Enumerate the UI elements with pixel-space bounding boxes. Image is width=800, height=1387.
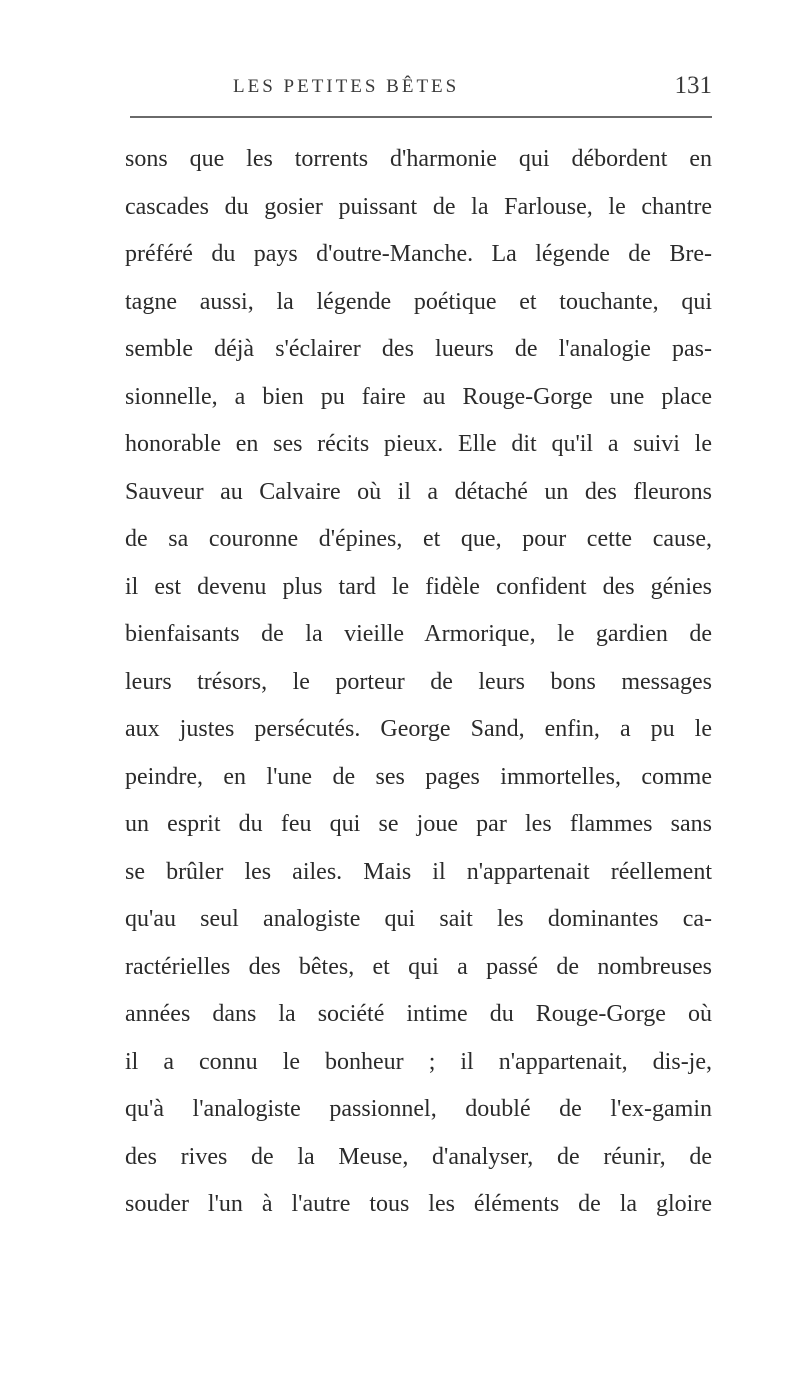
page-number: 131 [674, 72, 712, 99]
header-rule [130, 116, 712, 118]
body-text [125, 136, 712, 1229]
text-line: souder l'un à l'autre tous les éléments de la gloire [125, 1191, 712, 1217]
text-line: sionnelle, a bien pu faire au Rouge-Gorge une place [125, 383, 712, 410]
text-line: préféré du pays d'outre-Manche. La légende de Bre- [125, 241, 712, 267]
text-line: sons que les torrents d'harmonie qui débordent en [125, 146, 712, 172]
text-line: tagne aussi, la légende poétique et touchante, qui [125, 288, 712, 315]
text-line: aux justes persécutés. George Sand, enfin, a pu le [125, 716, 712, 742]
text-line: peindre, en l'une de ses pages immortelles, comme [125, 763, 712, 790]
text-line: bienfaisants de la vieille Armorique, le gardien de [125, 621, 712, 647]
text-line: qu'à l'analogiste passionnel, doublé de l'ex-gamin [125, 1096, 712, 1122]
text-line: il a connu le bonheur ; il n'appartenait, dis-je, [125, 1048, 712, 1075]
text-line: se brûler les ailes. Mais il n'appartenait réellement [125, 858, 712, 885]
text-line: un esprit du feu qui se joue par les flammes sans [125, 811, 712, 837]
text-line: leurs trésors, le porteur de leurs bons messages [125, 668, 712, 695]
text-line: de sa couronne d'épines, et que, pour cette cause, [125, 526, 712, 552]
text-line: qu'au seul analogiste qui sait les dominantes ca- [125, 906, 712, 932]
text-line: cascades du gosier puissant de la Farlouse, le chantre [125, 193, 712, 220]
text-line: années dans la société intime du Rouge-Gorge où [125, 1001, 712, 1027]
page-header [130, 72, 712, 112]
text-line: ractérielles des bêtes, et qui a passé de nombreuses [125, 953, 712, 980]
text-line: des rives de la Meuse, d'analyser, de réunir, de [125, 1143, 712, 1170]
text-line: Sauveur au Calvaire où il a détaché un des fleurons [125, 478, 712, 505]
running-title: LES PETITES BÊTES [233, 76, 460, 97]
text-line: honorable en ses récits pieux. Elle dit qu'il a suivi le [125, 431, 712, 457]
text-line: semble déjà s'éclairer des lueurs de l'analogie pas- [125, 336, 712, 362]
text-line: il est devenu plus tard le fidèle confident des génies [125, 573, 712, 600]
